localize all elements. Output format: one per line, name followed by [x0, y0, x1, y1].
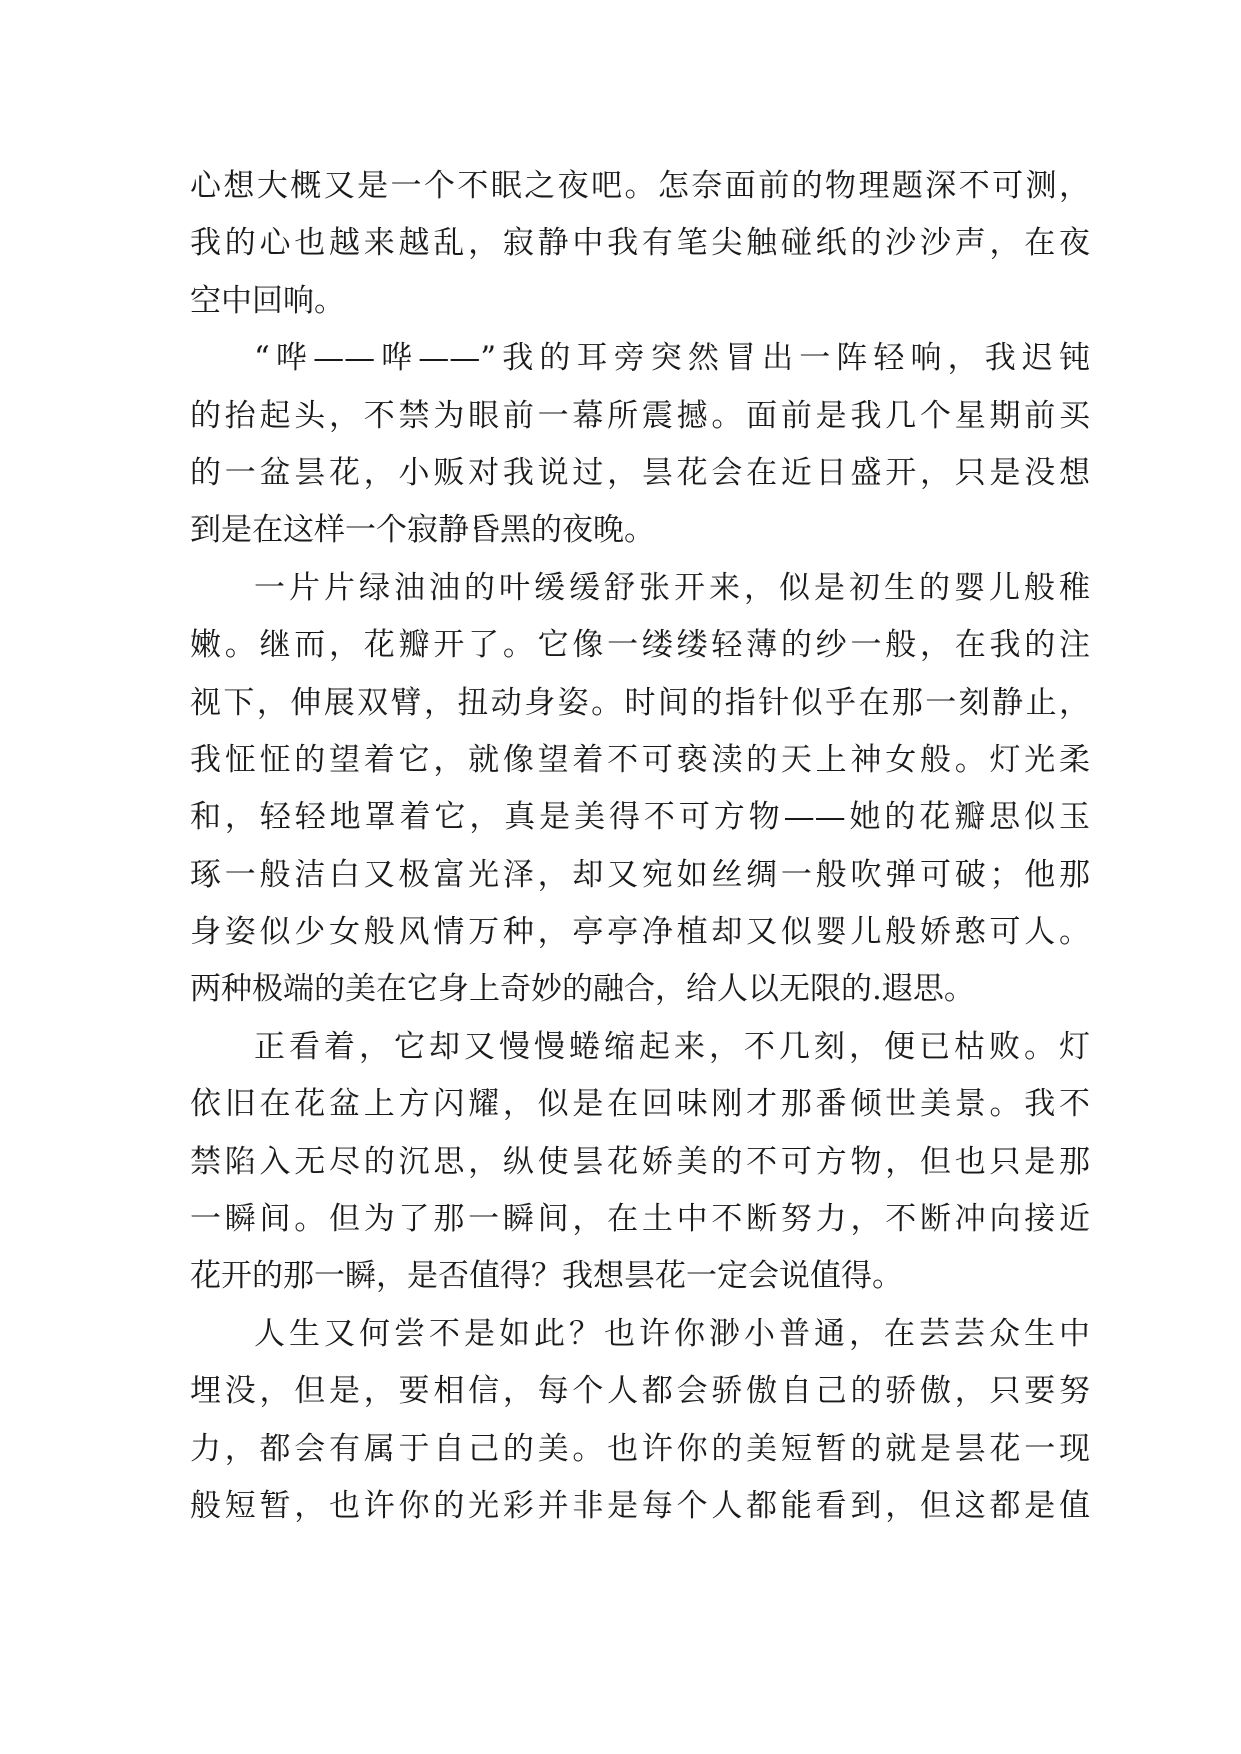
- text-line: 依旧在花盆上方闪耀，似是在回味刚才那番倾世美景。我不: [190, 1086, 1090, 1123]
- paragraph-first-line: 一片片绿油油的叶缓缓舒张开来，似是初生的婴儿般稚: [254, 569, 1090, 606]
- text-line: 两种极端的美在它身上奇妙的融合，给人以无限的.遐思。: [190, 971, 975, 1008]
- text-line: 视下，伸展双臂，扭动身姿。时间的指针似乎在那一刻静止，: [190, 684, 1090, 721]
- text-line: 琢一般洁白又极富光泽，却又宛如丝绸一般吹弹可破；他那: [190, 856, 1090, 893]
- text-line: 力，都会有属于自己的美。也许你的美短暂的就是昙花一现: [190, 1430, 1090, 1467]
- text-line: 般短暂，也许你的光彩并非是每个人都能看到，但这都是值: [190, 1487, 1090, 1524]
- text-line: 心想大概又是一个不眠之夜吧。怎奈面前的物理题深不可测，: [190, 168, 1090, 204]
- paragraph-first-line: “哗——哗——”我的耳旁突然冒出一阵轻响，我迟钝: [254, 340, 1090, 377]
- text-line: 的抬起头，不禁为眼前一幕所震撼。面前是我几个星期前买: [190, 397, 1090, 434]
- text-line: 一瞬间。但为了那一瞬间，在土中不断努力，不断冲向接近: [190, 1201, 1090, 1238]
- paragraph-first-line: 人生又何尝不是如此？也许你渺小普通，在芸芸众生中: [254, 1315, 1090, 1352]
- text-line: 和，轻轻地罩着它，真是美得不可方物——她的花瓣思似玉: [190, 799, 1090, 836]
- essay-body: [190, 158, 1090, 1535]
- text-line: 身姿似少女般风情万种，亭亭净植却又似婴儿般娇憨可人。: [190, 914, 1090, 951]
- text-line: 我怔怔的望着它，就像望着不可亵渎的天上神女般。灯光柔: [190, 741, 1090, 778]
- text-line: 到是在这样一个寂静昏黑的夜晚。: [190, 512, 655, 549]
- text-line: 禁陷入无尽的沉思，纵使昙花娇美的不可方物，但也只是那: [190, 1143, 1090, 1180]
- text-line: 我的心也越来越乱，寂静中我有笔尖触碰纸的沙沙声，在夜: [190, 225, 1090, 262]
- text-line: 埋没，但是，要相信，每个人都会骄傲自己的骄傲，只要努: [190, 1373, 1090, 1410]
- text-line: 的一盆昙花，小贩对我说过，昙花会在近日盛开，只是没想: [190, 454, 1090, 491]
- paragraph-first-line: 正看着，它却又慢慢蜷缩起来，不几刻，便已枯败。灯: [254, 1028, 1090, 1065]
- text-line: 嫩。继而，花瓣开了。它像一缕缕轻薄的纱一般，在我的注: [190, 627, 1090, 664]
- text-line: 空中回响。: [190, 282, 345, 319]
- text-line: 花开的那一瞬，是否值得？我想昙花一定会说值得。: [190, 1258, 903, 1295]
